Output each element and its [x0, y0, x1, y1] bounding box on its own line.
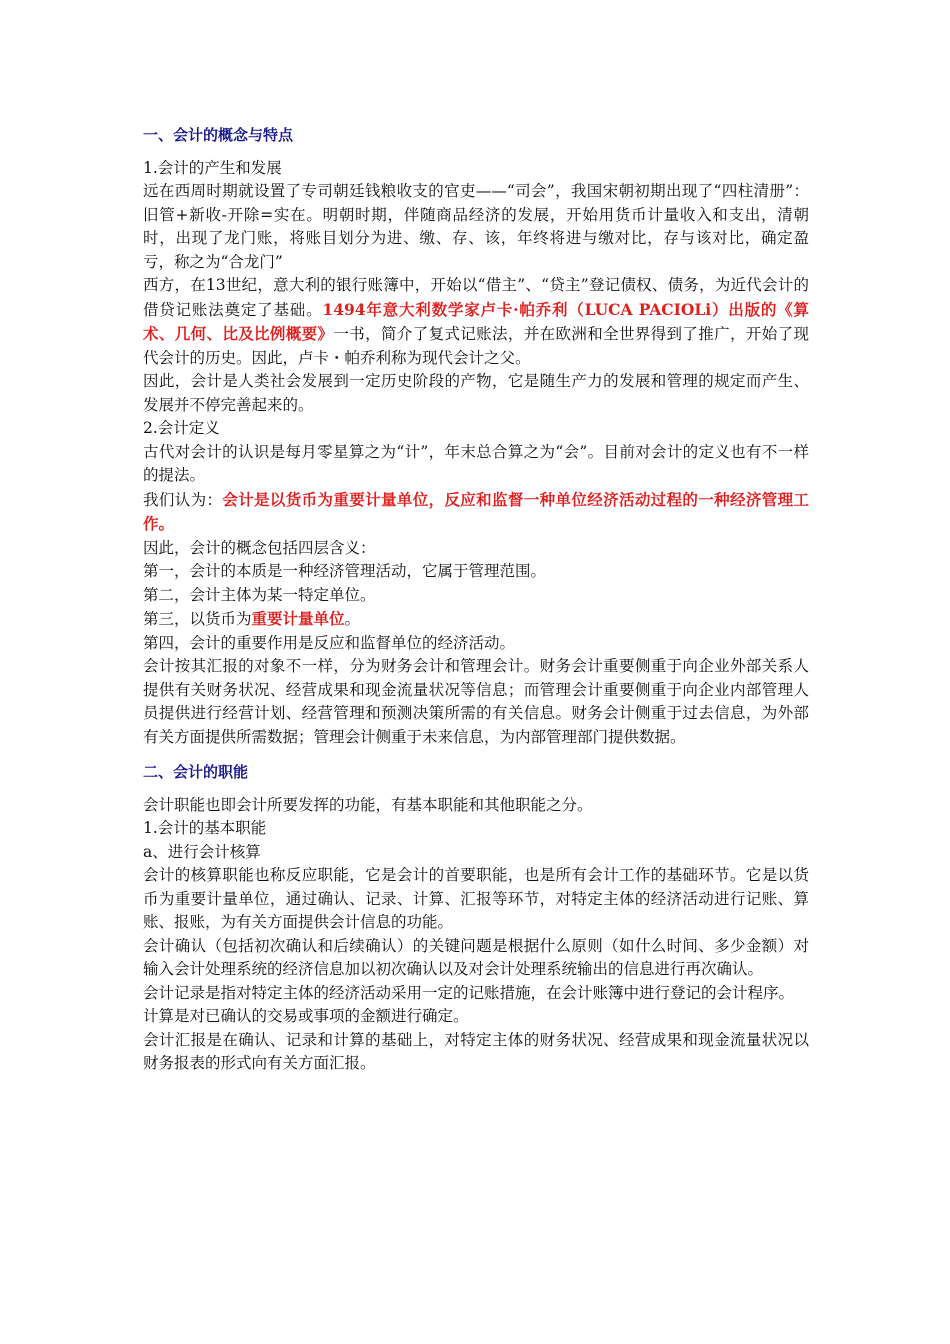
document-page — [143, 124, 809, 1076]
paragraph-reporting: 会计汇报是在确认、记录和计算的基础上，对特定主体的财务状况、经营成果和现金流量状况以财务报表的形式向有关方面汇报。 — [143, 1030, 809, 1072]
paragraph-our-definition — [143, 488, 809, 537]
paragraph-functions-intro: 会计职能也即会计所要发挥的功能，有基本职能和其他职能之分。 — [143, 795, 593, 814]
paragraph-history-china: 远在西周时期就设置了专司朝廷钱粮收支的官吏——“司会”，我国宋朝初期出现了“四柱清册”：旧管+新收-开除=实在。明朝时期，伴随商品经济的发展，开始用货币计量收入和支出，清朝时，出现了龙门账，将账目划分为进、缴、存、该，年终将进与缴对比，存与该对比，确定盈亏，称之为“合龙门” — [143, 182, 809, 271]
paragraph-financial-management: 会计按其汇报的对象不一样，分为财务会计和管理会计。财务会计重要侧重于向企业外部关系人提供有关财务状况、经营成果和现金流量状况等信息；而管理会计重要侧重于向企业内部管理人员提供进行经营计划、经营管理和预测决策所需的有关信息。财务会计侧重于过去信息，为外部有关方面提供所需数据；管理会计侧重于未来信息，为内部管理部门提供数据。 — [143, 657, 809, 746]
paragraph-recognition: 会计确认（包括初次确认和后续确认）的关键问题是根据什么原则（如什么时间、多少金额）对输入会计处理系统的经济信息加以初次确认以及对会计处理系统输出的信息进行再次确认。 — [143, 936, 809, 978]
paragraph-recording: 会计记录是指对特定主体的经济活动采用一定的记账措施，在会计账簿中进行登记的会计程序。 — [143, 983, 795, 1002]
subheading-accounting: a、进行会计核算 — [143, 842, 261, 861]
meaning-second: 第二，会计主体为某一特定单位。 — [143, 585, 376, 604]
section-heading-2: 二、会计的职能 — [143, 763, 249, 781]
highlight-unit: 重要计量单位 — [251, 609, 345, 628]
section-heading-1: 一、会计的概念与特点 — [143, 126, 294, 144]
paragraph-ancient-definition: 古代对会计的认识是每月零星算之为“计”，年末总合算之为“会”。目前对会计的定义也有不一样的提法。 — [143, 442, 809, 484]
meaning-first: 第一，会计的本质是一种经济管理活动，它属于管理范围。 — [143, 562, 547, 580]
highlight-definition: 会计是以货币为重要计量单位，反应和监督一种单位经济活动过程的一种经济管理工作。 — [143, 489, 809, 533]
text-west-b: 一书，简介了复式记账法，并在欧洲和全世界得到了推广，开始了现代会计的历史。因此，卢卡・帕乔利称为现代会计之父。 — [143, 325, 809, 367]
paragraph-conclusion: 因此，会计是人类社会发展到一定历史阶段的产物，它是随生产力的发展和管理的规定而产生、发展并不停完善起来的。 — [143, 372, 809, 414]
meaning-fourth: 第四，会计的重要作用是反应和监督单位的经济活动。 — [143, 633, 516, 652]
subheading-origin: 1.会计的产生和发展 — [143, 158, 282, 177]
text-third-b: 。 — [344, 610, 361, 628]
paragraph-four-meanings: 因此，会计的概念包括四层含义： — [143, 538, 376, 557]
text-we-think: 我们认为： — [143, 490, 223, 509]
subheading-basic-functions: 1.会计的基本职能 — [143, 819, 267, 837]
text-west-a: 西方，在13世纪，意大利的银行账簿中，开始以“借主”、“贷主”登记债权、债务，为近代会计的借贷记账法奠定了基础。 — [143, 276, 809, 319]
paragraph-calculation: 计算是对已确认的交易或事项的金额进行确定。 — [143, 1007, 469, 1025]
paragraph-history-west — [143, 274, 809, 370]
subheading-definition: 2.会计定义 — [143, 419, 220, 437]
text-third-a: 第三，以货币为 — [143, 610, 252, 628]
highlight-pacioli: 1494年意大利数学家卢卡·帕乔利（LUCA PACIOLi）出版的《算术、几何、比及比例概要》 — [143, 299, 809, 343]
meaning-third — [143, 607, 809, 632]
paragraph-core-function: 会计的核算职能也称反应职能，它是会计的首要职能，也是所有会计工作的基础环节。它是以货币为重要计量单位，通过确认、记录、计算、汇报等环节，对特定主体的经济活动进行记账、算账、报账，为有关方面提供会计信息的功能。 — [143, 866, 809, 931]
